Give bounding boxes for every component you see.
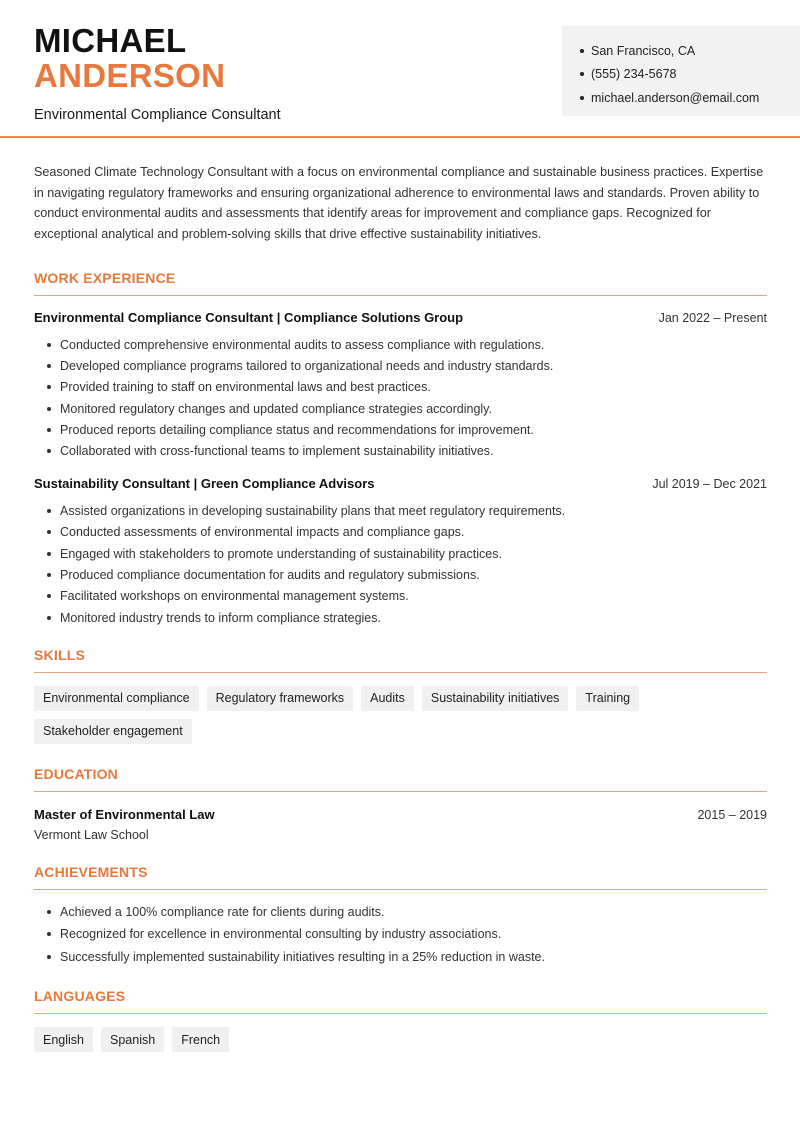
language-chip: Spanish	[101, 1027, 164, 1052]
resume-header	[0, 0, 800, 138]
school: Vermont Law School	[34, 827, 149, 842]
bullet-icon	[580, 49, 584, 53]
skills-list	[34, 686, 767, 744]
section-title-languages: LANGUAGES	[34, 988, 767, 1014]
contact-location	[580, 39, 800, 63]
list-item	[34, 398, 767, 419]
work-experience-section	[34, 270, 767, 629]
bullet-icon	[47, 573, 51, 577]
job-dates: Jul 2019 – Dec 2021	[652, 477, 767, 492]
bullet-icon	[47, 509, 51, 513]
list-item	[34, 607, 767, 628]
bullet-icon	[47, 616, 51, 620]
list-item-text: Conducted comprehensive environmental audits to assess compliance with regulations.	[60, 337, 545, 352]
list-item-text: Successfully implemented sustainability initiatives resulting in a 25% reduction in waste.	[60, 949, 545, 964]
contact-box	[562, 26, 800, 116]
bullet-icon	[47, 407, 51, 411]
bullet-icon	[47, 428, 51, 432]
list-item-text: Monitored industry trends to inform compliance strategies.	[60, 610, 381, 625]
bullet-icon	[580, 72, 584, 76]
education-dates: 2015 – 2019	[697, 807, 767, 822]
skill-chip: Regulatory frameworks	[207, 686, 354, 711]
bullet-icon	[47, 594, 51, 598]
skill-chip: Audits	[361, 686, 414, 711]
section-title-achievements: ACHIEVEMENTS	[34, 864, 767, 890]
list-item	[34, 355, 767, 376]
list-item-text: Achieved a 100% compliance rate for clients during audits.	[60, 904, 385, 919]
language-chip: English	[34, 1027, 93, 1052]
bullet-icon	[47, 910, 51, 914]
list-item-text: Recognized for excellence in environmental consulting by industry associations.	[60, 927, 502, 942]
section-title-skills: SKILLS	[34, 647, 767, 673]
resume-content	[34, 162, 767, 1052]
list-item	[34, 522, 767, 543]
list-item-text: Facilitated workshops on environmental management systems.	[60, 589, 409, 604]
bullet-icon	[47, 364, 51, 368]
section-title-education: EDUCATION	[34, 766, 767, 792]
phone-text: (555) 234-5678	[591, 67, 677, 82]
list-item-text: Produced reports detailing compliance status and recommendations for improvement.	[60, 423, 534, 438]
bullet-icon	[47, 343, 51, 347]
skill-chip: Environmental compliance	[34, 686, 199, 711]
list-item	[34, 923, 767, 946]
last-name: ANDERSON	[34, 57, 226, 94]
contact-email	[580, 86, 800, 110]
job-title: Environmental Compliance Consultant	[34, 107, 281, 123]
list-item	[34, 901, 767, 924]
list-item-text: Monitored regulatory changes and updated compliance strategies accordingly.	[60, 401, 492, 416]
bullet-icon	[47, 932, 51, 936]
job-entry	[34, 476, 767, 628]
name-block	[34, 24, 281, 123]
achievements-section	[34, 864, 767, 969]
languages-section	[34, 988, 767, 1052]
list-item-text: Developed compliance programs tailored to organizational needs and industry standards.	[60, 358, 554, 373]
bullet-icon	[47, 449, 51, 453]
contact-phone	[580, 63, 800, 87]
list-item	[34, 334, 767, 355]
education-section	[34, 766, 767, 842]
bullet-icon	[580, 96, 584, 100]
skill-chip: Training	[576, 686, 639, 711]
email-text: michael.anderson@email.com	[591, 90, 760, 105]
location-text: San Francisco, CA	[591, 43, 696, 58]
list-item	[34, 946, 767, 969]
bullet-icon	[47, 955, 51, 959]
degree: Master of Environmental Law	[34, 806, 215, 822]
list-item	[34, 564, 767, 585]
list-item	[34, 441, 767, 462]
job-entry	[34, 310, 767, 462]
bullet-icon	[47, 530, 51, 534]
bullet-icon	[47, 385, 51, 389]
job-role: Sustainability Consultant | Green Compliance Advisors	[34, 476, 375, 492]
language-chip: French	[172, 1027, 229, 1052]
list-item	[34, 586, 767, 607]
job-dates: Jan 2022 – Present	[658, 310, 767, 325]
list-item	[34, 377, 767, 398]
list-item	[34, 419, 767, 440]
summary: Seasoned Climate Technology Consultant with a focus on environmental compliance and sustainable business practices. Expertise in navigating regulatory frameworks and ensuring organizational adherence to environmental laws and standards. Proven ability to conduct environmental audits and assessments that identify areas for improvement and compliance gaps. Recognized for exceptional analytical and problem-solving skills that drive effective sustainability initiatives.	[34, 165, 764, 242]
skill-chip: Stakeholder engagement	[34, 719, 192, 744]
job-role: Environmental Compliance Consultant | Compliance Solutions Group	[34, 309, 464, 325]
section-title-work: WORK EXPERIENCE	[34, 270, 767, 296]
skills-section	[34, 647, 767, 744]
list-item-text: Engaged with stakeholders to promote understanding of sustainability practices.	[60, 546, 502, 561]
list-item-text: Assisted organizations in developing sustainability plans that meet regulatory requirements.	[60, 503, 566, 518]
languages-list	[34, 1027, 767, 1052]
list-item	[34, 543, 767, 564]
list-item	[34, 500, 767, 521]
list-item-text: Produced compliance documentation for audits and regulatory submissions.	[60, 568, 480, 583]
list-item-text: Conducted assessments of environmental impacts and compliance gaps.	[60, 525, 465, 540]
bullet-icon	[47, 552, 51, 556]
skill-chip: Sustainability initiatives	[422, 686, 569, 711]
list-item-text: Provided training to staff on environmental laws and best practices.	[60, 380, 431, 395]
list-item-text: Collaborated with cross-functional teams to implement sustainability initiatives.	[60, 444, 494, 459]
first-name: MICHAEL	[34, 22, 187, 59]
